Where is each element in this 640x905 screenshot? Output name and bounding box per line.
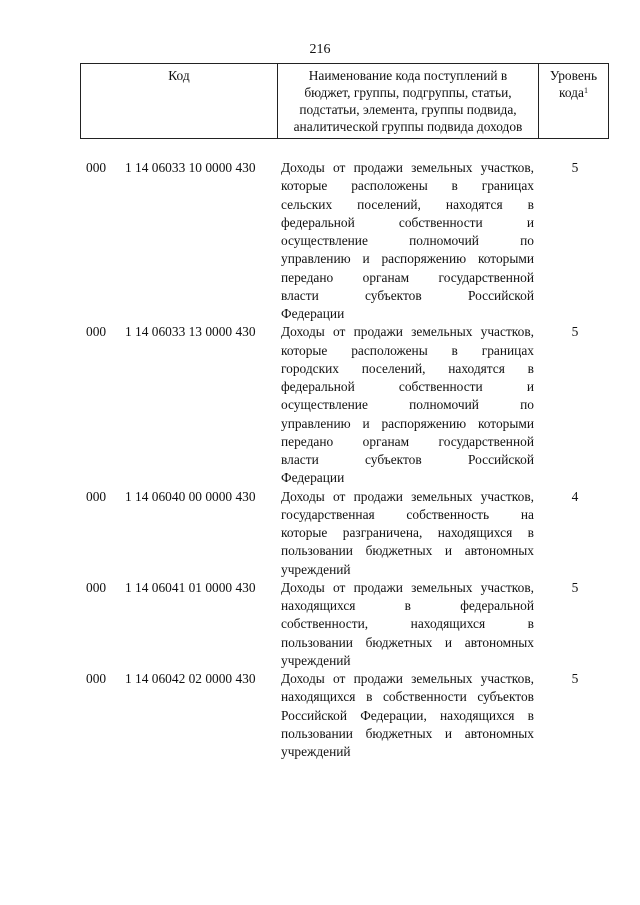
row-name-line: федеральной собственности и <box>281 214 534 230</box>
row-name-line: федеральной собственности и <box>281 379 534 394</box>
row-name-line: пользовании бюджетных и автономных <box>281 634 534 650</box>
row-name-line: осуществление полномочий по <box>281 233 534 248</box>
row-admin-code: 000 <box>86 671 107 686</box>
row-admin-code: 000 <box>86 160 107 175</box>
header-code-column <box>81 64 278 138</box>
row-budget-code: 1 14 06041 01 0000 430 <box>125 579 256 595</box>
row-name-line: Доходы от продажи земельных участков, <box>281 324 534 340</box>
row-name-line: Доходы от продажи земельных участков, <box>281 671 534 686</box>
row-budget-code: 1 14 06033 10 0000 430 <box>125 160 256 175</box>
row-name <box>281 670 534 761</box>
header-level-label: кода <box>559 85 584 100</box>
row-name-line: осуществление полномочий по <box>281 397 534 413</box>
row-name-line: находящихся в собственности субъектов <box>281 689 534 705</box>
row-name-line: которые разграничена, находящихся в <box>281 525 534 540</box>
row-budget-code: 1 14 06040 00 0000 430 <box>125 488 256 504</box>
row-name-line: пользовании бюджетных и автономных <box>281 725 534 741</box>
row-level: 5 <box>571 160 579 175</box>
row-admin-code: 000 <box>86 579 107 595</box>
row-name-line: управлению и распоряжению которыми <box>281 251 534 267</box>
page-number: 216 <box>309 42 331 57</box>
row-name-line: городских поселений, находятся в <box>281 360 534 376</box>
row-level: 5 <box>571 579 579 595</box>
header-level-line: Уровень <box>549 68 598 83</box>
row-name-line: Федерации <box>281 470 345 486</box>
row-level: 4 <box>571 488 579 504</box>
row-name <box>281 159 534 323</box>
row-name-line: учреждений <box>281 744 351 759</box>
row-name-line: Российской Федерации, находящихся в <box>281 707 534 723</box>
row-name-line: передано органам государственной <box>281 269 534 285</box>
row-name-line: собственности, находящихся в <box>281 616 534 632</box>
row-admin-code: 000 <box>86 488 107 504</box>
row-name-line: которые расположены в границах <box>281 178 534 194</box>
row-level: 5 <box>571 324 579 340</box>
row-name <box>281 579 534 670</box>
header-name-line: Наименование кода поступлений в <box>308 68 508 83</box>
row-name-line: Федерации <box>281 306 345 321</box>
header-name-column <box>278 64 539 138</box>
header-code-label: Код <box>168 68 190 83</box>
header-level-column <box>539 64 608 138</box>
row-name-line: власти субъектов Российской <box>281 452 534 467</box>
row-name <box>281 488 534 579</box>
row-name-line: которые расположены в границах <box>281 342 534 358</box>
row-name-line: учреждений <box>281 561 351 577</box>
row-name-line: Доходы от продажи земельных участков, <box>281 488 534 504</box>
row-budget-code: 1 14 06042 02 0000 430 <box>125 671 256 686</box>
header-name-line: бюджет, группы, подгруппы, статьи, <box>304 85 512 100</box>
header-name-line: подстатьи, элемента, группы подвида, <box>299 102 517 117</box>
header-level-footnote: 1 <box>583 86 588 95</box>
row-name-line: находящихся в федеральной <box>281 598 534 613</box>
header-name-line: аналитической группы подвида доходов <box>293 119 523 134</box>
row-name-line: пользовании бюджетных и автономных <box>281 543 534 559</box>
row-budget-code: 1 14 06033 13 0000 430 <box>125 324 256 340</box>
table-header <box>80 63 609 139</box>
row-name <box>281 323 534 487</box>
row-name-line: управлению и распоряжению которыми <box>281 415 534 431</box>
row-name-line: сельских поселений, находятся в <box>281 196 534 212</box>
row-name-line: передано органам государственной <box>281 433 534 449</box>
row-admin-code: 000 <box>86 324 107 340</box>
row-name-line: учреждений <box>281 652 351 668</box>
row-name-line: Доходы от продажи земельных участков, <box>281 579 534 595</box>
row-name-line: власти субъектов Российской <box>281 287 534 303</box>
row-level: 5 <box>571 671 579 686</box>
row-name-line: Доходы от продажи земельных участков, <box>281 160 534 175</box>
header-level-line <box>543 84 604 101</box>
row-name-line: государственная собственность на <box>281 506 534 522</box>
